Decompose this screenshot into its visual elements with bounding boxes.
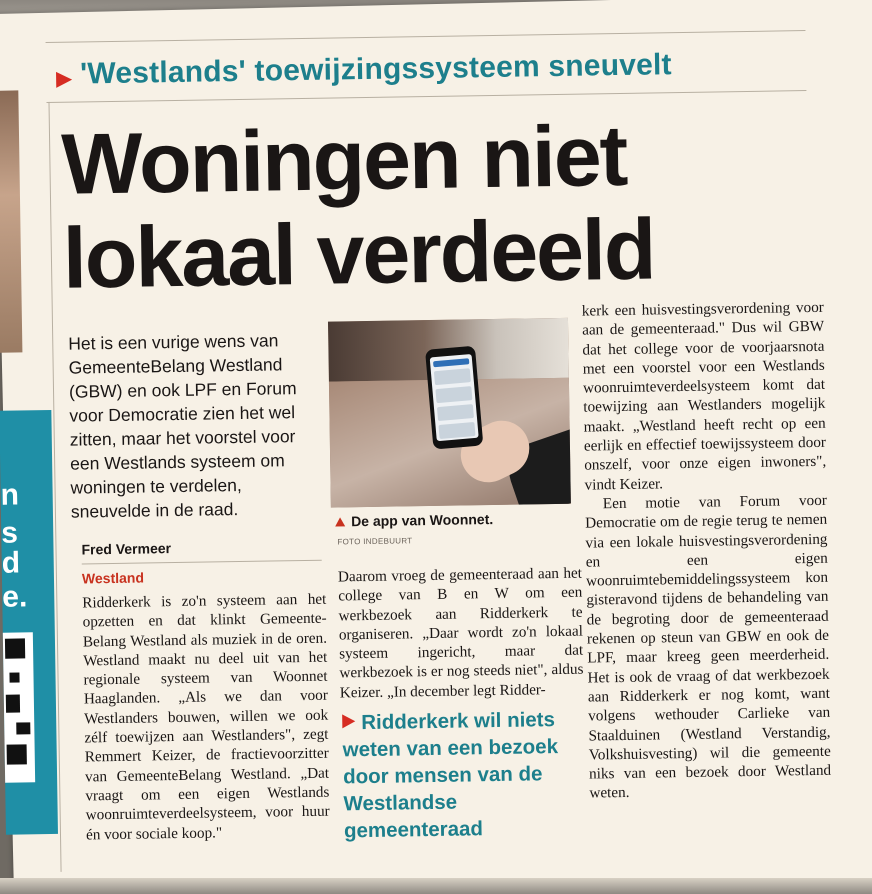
photo-caption bbox=[335, 511, 493, 529]
headline: Woningen niet lokaal verdeeld bbox=[60, 107, 656, 307]
ad-fragment: s bbox=[0, 516, 19, 550]
side-advertisement bbox=[0, 410, 58, 835]
red-arrow-icon bbox=[56, 72, 72, 88]
body-column-1: Ridderkerk is zo'n systeem aan het opzetten en dat klinkt Gemeente-Belang Westland als muziek in de oren. Westland maakt nu deel uit van het regionale systeem van Woonnet Haaglanden. „Als we dan voor Westlanders bouwen, willen we ook zélf toewijzen aan Westlanders", zegt Remmert Keizer, de fractievoorzitter van GemeenteBelang Westland. „Dat vraagt om een eigen Westlands woonruimteverdeelsysteem, voor huur én voor sociale koop." bbox=[82, 590, 330, 844]
table-edge bbox=[0, 878, 872, 894]
kicker-rule bbox=[46, 90, 806, 103]
ad-fragment: n bbox=[0, 478, 20, 512]
photo-credit: FOTO INDEBUURT bbox=[337, 536, 413, 547]
article-photo bbox=[328, 318, 571, 508]
body-column-3-paragraph-1: kerk een huisvestingsverordening voor aan de gemeenteraad." Dus wil GBW dat het college voor de voorjaarsnota met een voorstel voor een Westlands woonruimteverdeelsysteem komt dat toewijzing aan Westlanders mogelijk maakt. „Westland heeft recht op een eerlijk en effectief toewijssysteem door onszelf, voor onze eigen inwoners", vindt Keizer. bbox=[581, 298, 827, 494]
ad-fragment: d bbox=[1, 546, 21, 580]
phone-icon bbox=[425, 346, 483, 450]
adjacent-article-photo bbox=[0, 90, 22, 352]
kicker bbox=[56, 48, 672, 92]
intro-paragraph: Het is een vurige wens van GemeenteBelang Westland (GBW) en ook LPF en Forum voor Democratie zien het wel zitten, maar het voorstel voor een Westlands systeem om woningen te verdelen, sneuvelde in de raad. bbox=[68, 330, 297, 522]
caption-triangle-icon bbox=[335, 517, 345, 526]
kicker-text: 'Westlands' toewijzingssysteem sneuvelt bbox=[79, 48, 672, 91]
qr-code bbox=[3, 632, 35, 782]
dateline-location: Westland bbox=[81, 569, 145, 587]
pull-quote bbox=[342, 706, 588, 845]
body-column-2: Daarom vroeg de gemeenteraad aan het college van B en W om een werkbezoek aan Ridderkerk te organiseren. „Daar wordt zo'n lokaal systeem ingericht, maar dat werkbezoek is er nog steeds niet", aldus Keizer. „In december legt Ridder- bbox=[337, 564, 584, 702]
ad-fragment: e. bbox=[2, 580, 28, 614]
top-rule bbox=[46, 30, 806, 43]
pull-quote-text: Ridderkerk wil niets weten van een bezoek door mensen van de Westlandse gemeenteraad bbox=[342, 708, 559, 843]
byline bbox=[81, 538, 322, 587]
body-column-3 bbox=[582, 298, 832, 803]
body-column-3-paragraph-2: Een motie van Forum voor Democratie om de regie terug te nemen via een lokale huisvestingsverordening en een eigen woonruimtebemiddelingssysteem kon gisteravond tijdens de behandeling van de begroting door de gemeenteraad rekenen op steun van GBW en ook de LPF, maar kreeg geen meerderheid. Het is ook de vraag of dat werkbezoek aan Ridderkerk er nog komt, want volgens wethouder Carlieke van Staalduinen (Westland Verstandig, Volkshuisvesting) wil die gemeente niks van een bezoek door Westland weten. bbox=[585, 491, 832, 802]
red-arrow-icon bbox=[342, 714, 355, 728]
caption-text: De app van Woonnet. bbox=[350, 511, 494, 530]
author-name: Fred Vermeer bbox=[81, 538, 321, 565]
